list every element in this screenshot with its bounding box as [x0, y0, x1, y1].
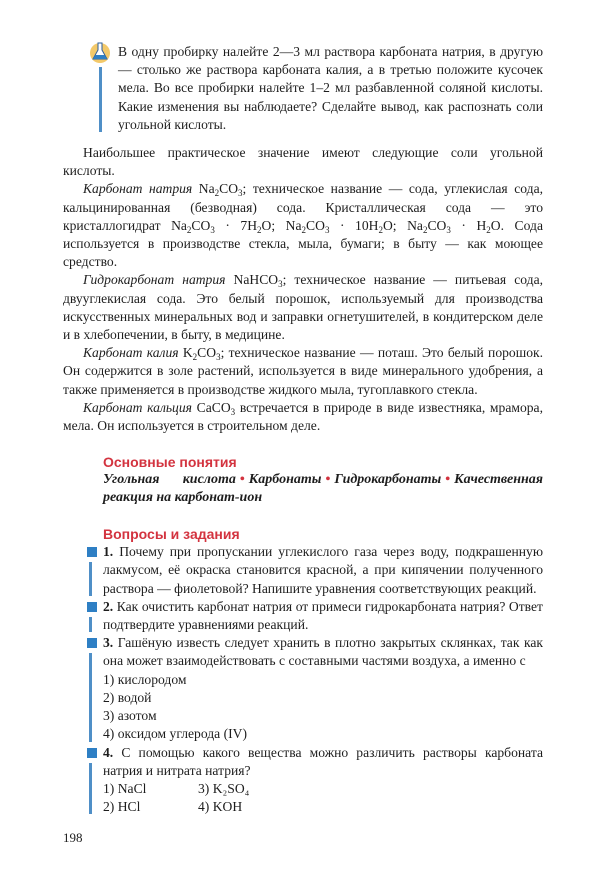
subscript: 3	[216, 352, 221, 363]
subscript: 3	[278, 279, 283, 290]
subscript: 2	[422, 224, 428, 235]
concepts-heading: Основные понятия	[103, 454, 237, 471]
questions-heading: Вопросы и задания	[103, 526, 240, 543]
question-number: 2.	[103, 598, 114, 614]
question-number: 4.	[103, 744, 114, 760]
subscript: 3	[324, 224, 330, 235]
text-run: CO	[219, 181, 239, 197]
text-run: CO	[191, 217, 211, 233]
subscript: 3	[230, 406, 236, 417]
term: Карбонат кальция	[83, 399, 192, 415]
question-body: Почему при пропускании углекислого газа через воду, подкрашенную лакмусом, её окраска становится красной, а при кипячении полученного раствора — фиолетовой? Напишите уравнения соответствующих реакций.	[103, 544, 544, 596]
question-text	[103, 634, 543, 670]
question-number: 3.	[103, 635, 114, 651]
question-text	[103, 543, 543, 598]
subscript: 2	[301, 224, 307, 235]
subscript: 2	[186, 224, 192, 235]
main-text	[63, 144, 543, 435]
flask-icon	[89, 40, 111, 64]
subscript: 2	[192, 352, 198, 363]
question-bar	[89, 562, 92, 596]
text-run: NaHCO	[225, 272, 279, 288]
question-item	[103, 744, 543, 817]
option: 3) K₂SO₄	[198, 780, 250, 796]
text-run: Na	[192, 181, 215, 197]
separator-dot: •	[445, 472, 451, 488]
option: 2) HCl	[103, 799, 141, 815]
concept-item: Карбонаты	[248, 472, 322, 488]
concept-item: Гидрокарбонаты	[334, 472, 442, 488]
paragraph	[63, 271, 543, 344]
question-marker	[87, 748, 97, 758]
text-run: O; Na	[382, 217, 423, 233]
term: Карбонат калия	[83, 345, 179, 361]
question-body: С помощью какого вещества можно различить растворы карбоната натрия и нитрата натрия?	[103, 744, 543, 778]
concept-item: Качественная реакция на карбонат-ион	[103, 472, 543, 506]
text-run: ; техническое название — поташ. Это белый порошок. Он содержится в золе растений, используется в виде минерального удобрения, а также применяется в производстве жидкого мыла, тугоплавкого стекла.	[63, 345, 543, 397]
separator-dot: •	[325, 472, 331, 488]
question-bar	[89, 763, 92, 815]
subscript: 2	[378, 224, 383, 235]
question-bar	[89, 653, 92, 741]
concepts-list	[103, 471, 543, 507]
question-marker	[87, 638, 97, 648]
paragraph	[63, 180, 543, 271]
text-run: O. Сода используется в производстве стекла, мыла, бумаги; в быту — как моющее средство.	[63, 217, 543, 270]
question-number: 1.	[103, 544, 114, 560]
text-run: · H	[450, 217, 487, 233]
text-run: ; техническое название — питьевая сода, двууглекислая сода. Это белый порошок, используемый для производства искусственных минеральных вод и заправки огнетушителей, в кондитерском деле и в хлебопечении, в быту, в медицине.	[63, 272, 543, 343]
option: 4) оксидом углерода (IV)	[103, 726, 247, 742]
concept-item: Угольная кислота	[103, 472, 236, 488]
option: 1) кислородом	[103, 671, 187, 687]
options	[103, 671, 543, 744]
question-marker	[87, 547, 97, 557]
paragraph	[63, 344, 543, 399]
experiment-block	[63, 43, 543, 134]
subscript: 2	[257, 224, 262, 235]
text-run: CO	[427, 217, 447, 233]
term: Карбонат натрия	[83, 181, 193, 197]
text-run: CO	[306, 217, 325, 233]
text-run: CaCO	[191, 399, 231, 415]
text-run: CO	[197, 345, 217, 361]
subscript: 3	[446, 224, 451, 235]
subscript: 3	[238, 188, 243, 199]
paragraph	[63, 144, 543, 180]
question-text	[103, 744, 543, 780]
question-body: Гашёную известь следует хранить в плотно закрытых склянках, так как она может взаимодействовать с составными частями воздуха, а именно с	[103, 635, 543, 669]
text-run: ; техническое название — сода, углекислая сода, кальцинированная (безводная) сода. Кристаллическая сода — это кристаллогидрат Na	[63, 181, 543, 233]
question-item	[103, 543, 543, 598]
question-marker	[87, 602, 97, 612]
subscript: 2	[214, 188, 220, 199]
text-run: · 7H	[214, 217, 258, 233]
text-run: O; Na	[261, 217, 302, 233]
subscript: 2	[486, 224, 491, 235]
term: Гидрокарбонат натрия	[83, 272, 226, 288]
question-body: Как очистить карбонат натрия от примеси гидрокарбоната натрия? Ответ подтвердите уравнениями реакций.	[103, 598, 543, 633]
question-item	[103, 634, 543, 743]
question-item	[103, 598, 543, 634]
option: 1) NaCl	[103, 780, 147, 796]
text-run: · 10H	[329, 217, 379, 233]
option: 3) азотом	[103, 708, 157, 724]
experiment-text: В одну пробирку налейте 2—3 мл раствора карбоната натрия, в другую — столько же раствора карбоната калия, а в третью положите кусочек мела. Во все пробирки налейте 1–2 мл разбавленной соляной кислоты. Какие изменения вы наблюдаете? Сделайте вывод, как распознать соли угольной кислоты.	[118, 44, 543, 132]
subscript: 3	[210, 224, 215, 235]
option: 4) KOH	[198, 799, 243, 815]
text-run: встречается в природе в виде известняка, мрамора, мела. Он используется в строительном деле.	[63, 399, 543, 434]
paragraph	[63, 399, 543, 435]
options	[103, 780, 543, 816]
experiment-bar	[99, 67, 102, 132]
text-run: K	[178, 345, 193, 361]
question-text	[103, 598, 543, 634]
option: 2) водой	[103, 689, 152, 705]
questions-list	[103, 543, 543, 816]
question-bar	[89, 617, 92, 632]
page-number: 198	[63, 830, 83, 846]
separator-dot: •	[239, 472, 245, 488]
text-run: Наибольшее практическое значение имеют следующие соли угольной кислоты.	[63, 145, 543, 179]
